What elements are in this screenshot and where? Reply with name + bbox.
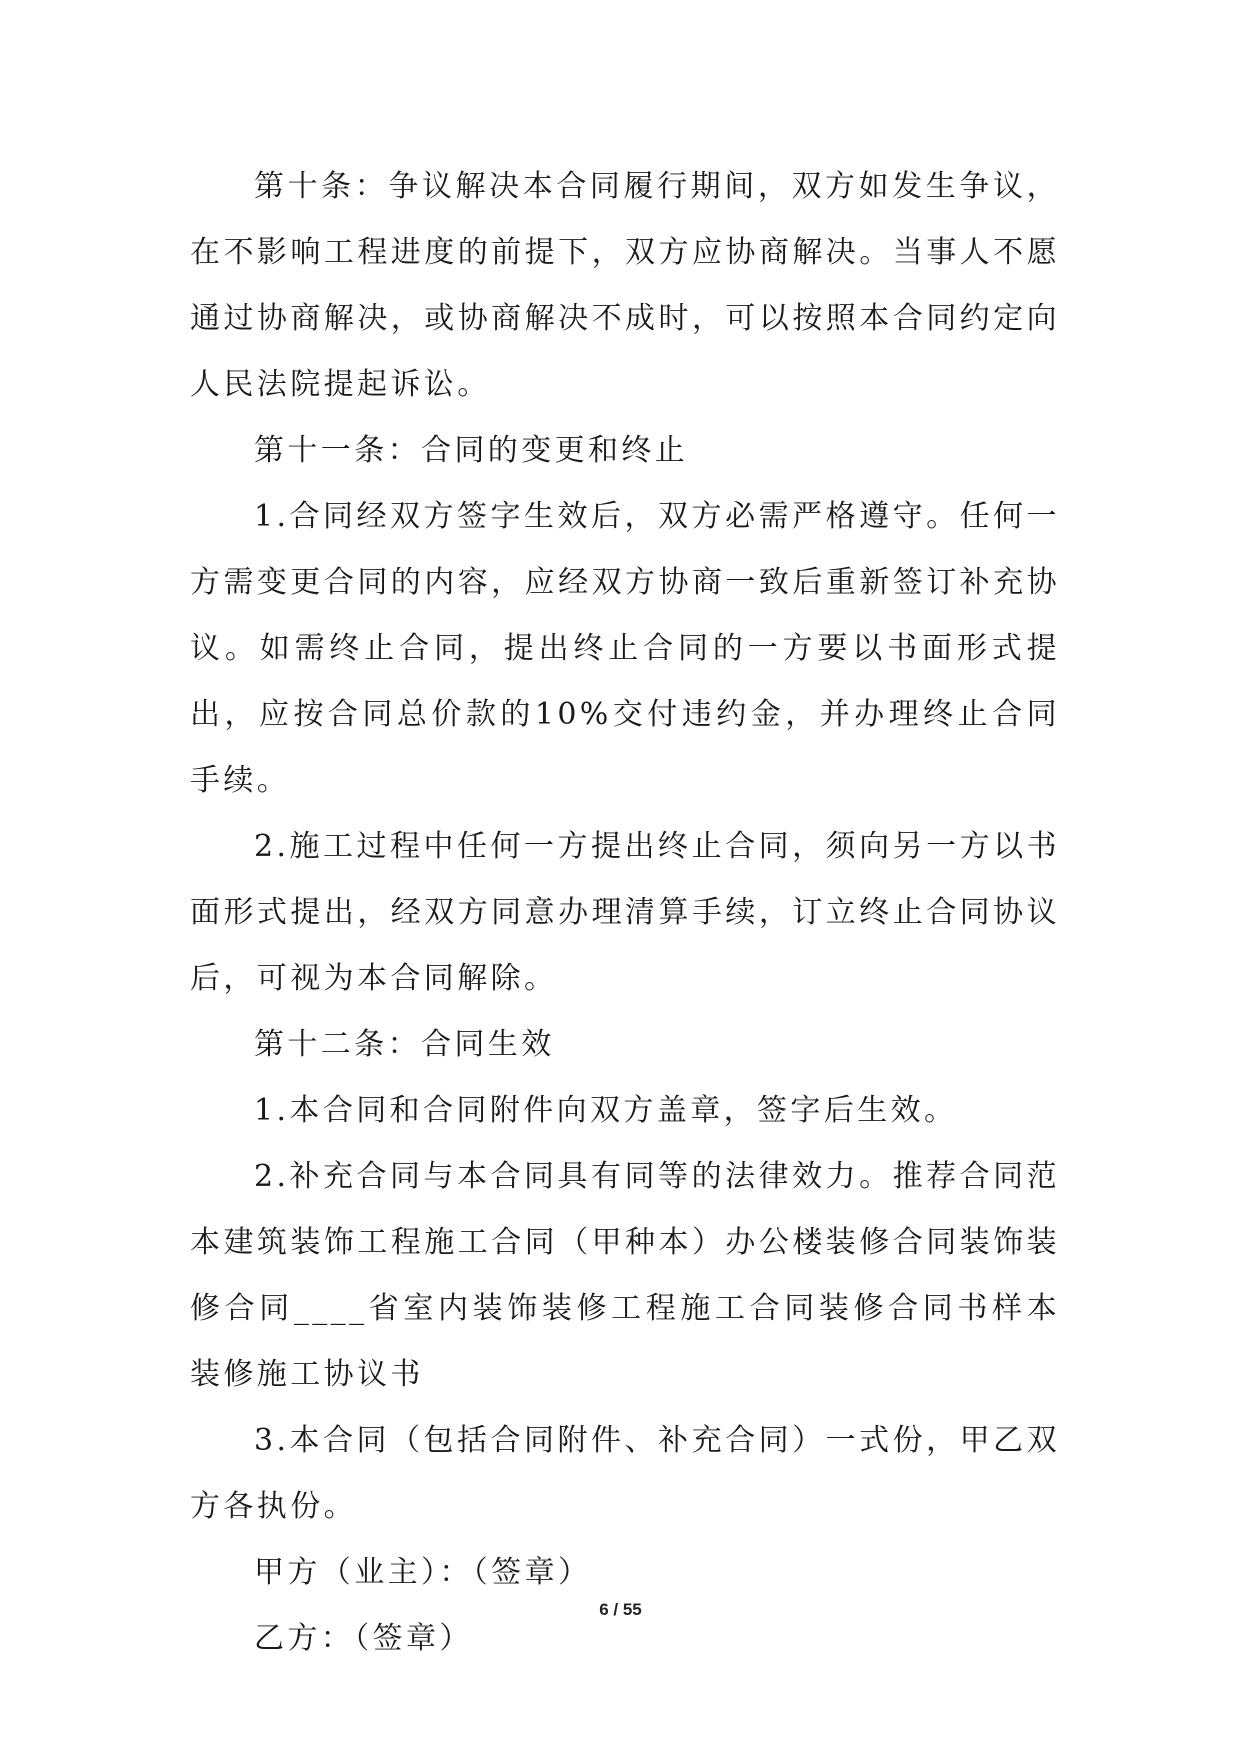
heading-article-11: 第十一条：合同的变更和终止 (254, 433, 689, 468)
signature-party-b: 乙方：（签章） (254, 1621, 473, 1656)
document-body (190, 154, 1060, 1672)
paragraph-article-12-item-3: 3.本合同（包括合同附件、补充合同）一式份，甲乙双方各执份。 (190, 1423, 1060, 1524)
paragraph-article-11-item-2: 2.施工过程中任何一方提出终止合同，须向另一方以书面形式提出，经双方同意办理清算手续，订立终止合同协议后，可视为本合同解除。 (190, 829, 1060, 996)
paragraph-article-11-item-1: 1.合同经双方签字生效后，双方必需严格遵守。任何一方需变更合同的内容，应经双方协商一致后重新签订补充协议。如需终止合同，提出终止合同的一方要以书面形式提出，应按合同总价款的10%交付违约金，并办理终止合同手续。 (190, 499, 1060, 798)
heading-article-12: 第十二条：合同生效 (254, 1027, 555, 1062)
page-number: 6 / 55 (599, 1600, 642, 1619)
paragraph-article-10: 第十条：争议解决本合同履行期间，双方如发生争议，在不影响工程进度的前提下，双方应协商解决。当事人不愿通过协商解决，或协商解决不成时，可以按照本合同约定向人民法院提起诉讼。 (190, 169, 1060, 402)
signature-party-a: 甲方（业主）：（签章） (254, 1555, 592, 1590)
paragraph-article-12-item-2: 2.补充合同与本合同具有同等的法律效力。推荐合同范本建筑装饰工程施工合同（甲种本）办公楼装修合同装饰装修合同____省室内装饰装修工程施工合同装修合同书样本装修施工协议书 (190, 1159, 1060, 1392)
paragraph-article-12-item-1: 1.本合同和合同附件向双方盖章，签字后生效。 (254, 1093, 958, 1128)
